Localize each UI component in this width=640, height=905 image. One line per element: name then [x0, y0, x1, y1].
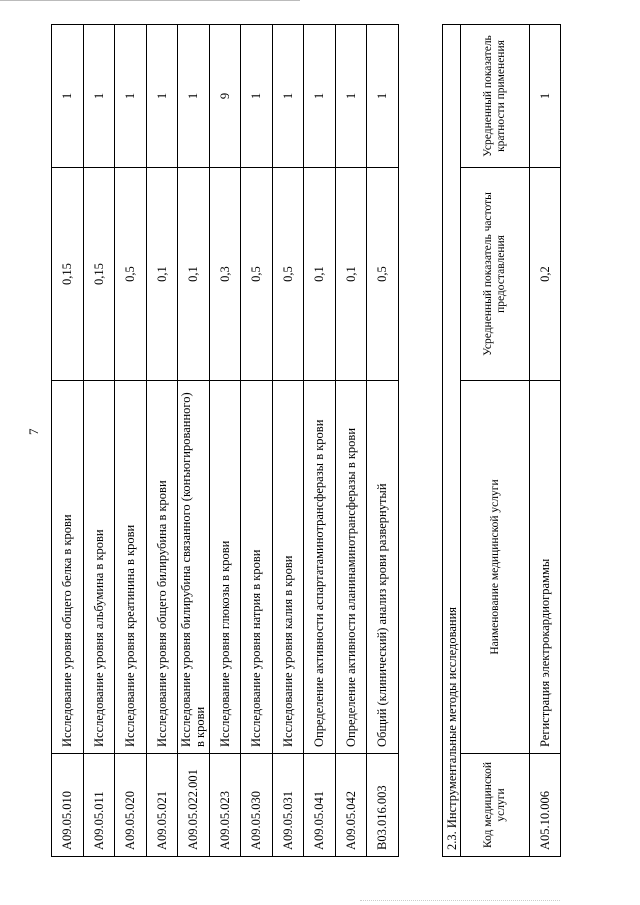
service-name: Исследование уровня креатинина в крови [115, 381, 147, 754]
table-row [335, 25, 367, 857]
service-multiplicity: 1 [146, 25, 178, 168]
section-caption-row [443, 25, 461, 857]
instrumental-methods-table [442, 24, 561, 857]
service-code: B03.016.003 [367, 754, 399, 857]
service-name: Определение активности аспартатаминотрансферазы в крови [304, 381, 336, 754]
service-frequency: 0,1 [146, 168, 178, 381]
service-frequency: 0,15 [83, 168, 115, 381]
service-code: A09.05.030 [241, 754, 273, 857]
section-caption: 2.3. Инструментальные методы исследования [443, 25, 461, 857]
header-name: Наименование медицинской услуги [461, 381, 530, 754]
service-multiplicity: 9 [209, 25, 241, 168]
table-row [52, 25, 84, 857]
service-multiplicity: 1 [241, 25, 273, 168]
table-row [178, 25, 210, 857]
service-frequency: 0,1 [335, 168, 367, 381]
service-multiplicity: 1 [367, 25, 399, 168]
table-row [146, 25, 178, 857]
service-name: Исследование уровня общего белка в крови [52, 381, 84, 754]
service-multiplicity: 1 [83, 25, 115, 168]
service-frequency: 0,1 [304, 168, 336, 381]
header-multiplicity: Усредненный показатель кратности применения [461, 25, 530, 168]
service-name: Исследование уровня натрия в крови [241, 381, 273, 754]
header-code: Код медицинской услуги [461, 754, 530, 857]
service-code: A09.05.023 [209, 754, 241, 857]
service-multiplicity: 1 [530, 25, 561, 168]
service-name: Регистрация электрокардиограммы [530, 381, 561, 754]
header-frequency: Усредненный показатель частоты предоставления [461, 168, 530, 381]
service-name: Исследование уровня билирубина связанного (конъюгированного) в крови [178, 381, 210, 754]
service-code: A09.05.021 [146, 754, 178, 857]
service-name: Определение активности аланинаминотрансферазы в крови [335, 381, 367, 754]
service-code: A09.05.010 [52, 754, 84, 857]
lab-services-table [51, 24, 399, 857]
service-code: A09.05.022.001 [178, 754, 210, 857]
service-frequency: 0,5 [367, 168, 399, 381]
lab-services-table-body [52, 25, 399, 857]
service-multiplicity: 1 [52, 25, 84, 168]
service-code: A09.05.042 [335, 754, 367, 857]
service-frequency: 0,1 [178, 168, 210, 381]
service-code: A09.05.020 [115, 754, 147, 857]
table-row [272, 25, 304, 857]
service-frequency: 0,15 [52, 168, 84, 381]
service-name: Исследование уровня калия в крови [272, 381, 304, 754]
service-multiplicity: 1 [115, 25, 147, 168]
service-multiplicity: 1 [304, 25, 336, 168]
table-row [115, 25, 147, 857]
service-code: A05.10.006 [530, 754, 561, 857]
service-multiplicity: 1 [178, 25, 210, 168]
service-frequency: 0,2 [530, 168, 561, 381]
table-row [209, 25, 241, 857]
service-frequency: 0,5 [115, 168, 147, 381]
service-frequency: 0,5 [272, 168, 304, 381]
service-frequency: 0,5 [241, 168, 273, 381]
table-row [241, 25, 273, 857]
table-row [367, 25, 399, 857]
page-number: 7 [26, 428, 41, 435]
service-multiplicity: 1 [335, 25, 367, 168]
header-row [461, 25, 530, 857]
service-code: A09.05.031 [272, 754, 304, 857]
table-row [83, 25, 115, 857]
service-name: Исследование уровня общего билирубина в крови [146, 381, 178, 754]
service-name: Исследование уровня альбумина в крови [83, 381, 115, 754]
service-code: A09.05.011 [83, 754, 115, 857]
service-multiplicity: 1 [272, 25, 304, 168]
service-name: Исследование уровня глюкозы в крови [209, 381, 241, 754]
service-name: Общий (клинический) анализ крови развернутый [367, 381, 399, 754]
service-frequency: 0,3 [209, 168, 241, 381]
table-row [304, 25, 336, 857]
table-row [530, 25, 561, 857]
service-code: A09.05.041 [304, 754, 336, 857]
